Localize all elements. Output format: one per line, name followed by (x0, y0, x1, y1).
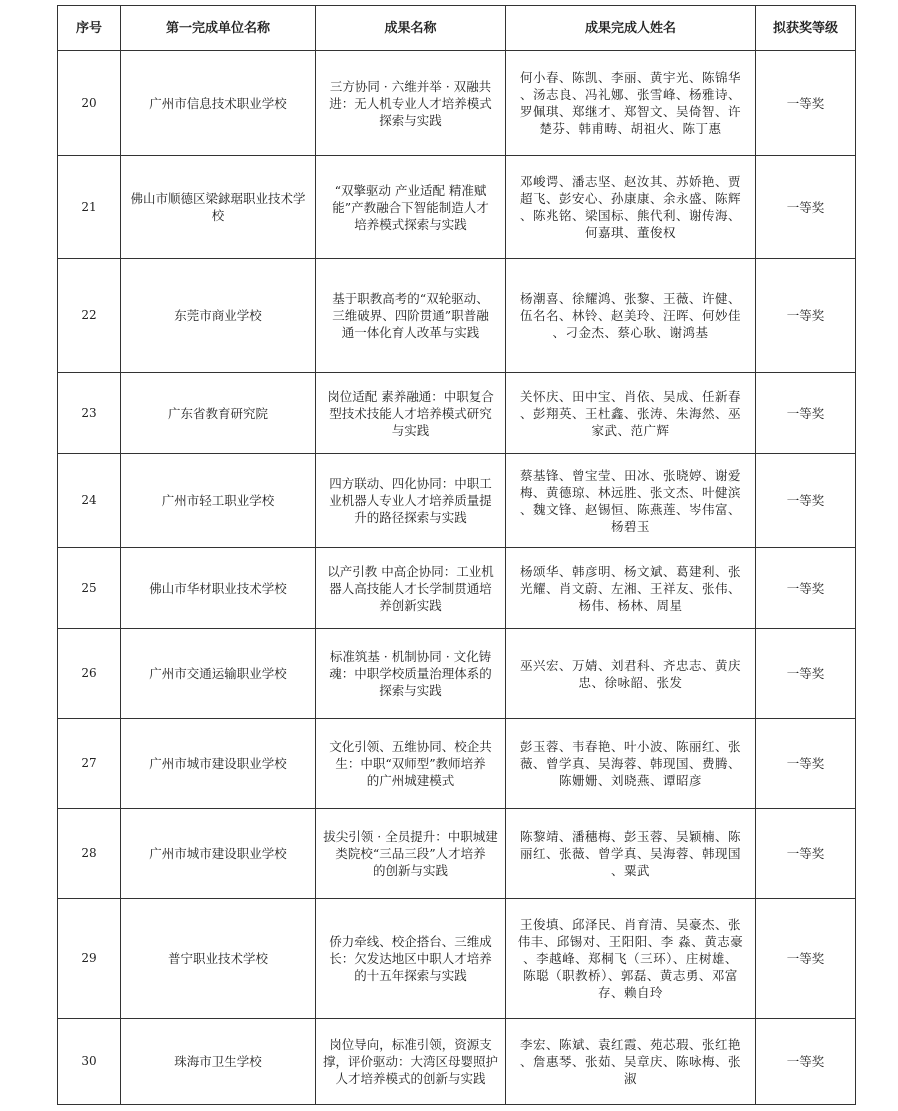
unit-cell: 东莞市商业学校 (121, 259, 316, 373)
unit-cell: 广州市城市建设职业学校 (121, 809, 316, 899)
title-cell: 标准筑基 · 机制协同 · 文化铸 魂：中职学校质量治理体系的 探索与实践 (316, 629, 506, 719)
serial-cell: 21 (58, 156, 121, 259)
title-cell: 侨力牵线、校企搭台、三维成 长：欠发达地区中职人才培养 的十五年探索与实践 (316, 899, 506, 1019)
unit-cell: 广州市信息技术职业学校 (121, 51, 316, 156)
serial-cell: 28 (58, 809, 121, 899)
unit-cell: 广州市交通运输职业学校 (121, 629, 316, 719)
unit-cell: 佛山市华材职业技术学校 (121, 548, 316, 629)
table-row (58, 454, 856, 548)
award-cell: 一等奖 (756, 629, 856, 719)
serial-cell: 27 (58, 719, 121, 809)
unit-cell: 佛山市顺德区梁銶琚职业技术学 校 (121, 156, 316, 259)
people-cell: 蔡基锋、曾宝莹、田冰、张晓婷、谢爱 梅、黄德琼、林远胜、张文杰、叶健滨 、魏文锋、赵锡恒、陈燕莲、岑伟富、 杨碧玉 (506, 454, 756, 548)
serial-cell: 22 (58, 259, 121, 373)
title-cell: 四方联动、四化协同：中职工 业机器人专业人才培养质量提 升的路径探索与实践 (316, 454, 506, 548)
award-cell: 一等奖 (756, 259, 856, 373)
header-award: 拟获奖等级 (756, 6, 856, 51)
award-cell: 一等奖 (756, 373, 856, 454)
table-row (58, 1019, 856, 1105)
title-cell: 岗位导向，标准引领，资源支 撑，评价驱动：大湾区母婴照护 人才培养模式的创新与实践 (316, 1019, 506, 1105)
table-row (58, 719, 856, 809)
serial-cell: 23 (58, 373, 121, 454)
award-cell: 一等奖 (756, 454, 856, 548)
title-cell: 三方协同 · 六维并举 · 双融共 进：无人机专业人才培养模式 探索与实践 (316, 51, 506, 156)
table-row (58, 629, 856, 719)
serial-cell: 20 (58, 51, 121, 156)
award-cell: 一等奖 (756, 548, 856, 629)
people-cell: 杨潮喜、徐耀鸿、张黎、王薇、许健、 伍名名、林铃、赵美玲、汪晖、何妙佳 、刁金杰、蔡心耿、谢鸿基 (506, 259, 756, 373)
header-people: 成果完成人姓名 (506, 6, 756, 51)
unit-cell: 珠海市卫生学校 (121, 1019, 316, 1105)
award-cell: 一等奖 (756, 719, 856, 809)
awards-table (57, 5, 856, 1105)
serial-cell: 24 (58, 454, 121, 548)
table-row (58, 156, 856, 259)
unit-cell: 广州市轻工职业学校 (121, 454, 316, 548)
title-cell: 岗位适配 素养融通：中职复合 型技术技能人才培养模式研究 与实践 (316, 373, 506, 454)
title-cell: 基于职教高考的“双轮驱动、 三维破界、四阶贯通”职普融 通一体化育人改革与实践 (316, 259, 506, 373)
award-cell: 一等奖 (756, 1019, 856, 1105)
people-cell: 巫兴宏、万婧、刘君科、齐忠志、黄庆 忠、徐咏韶、张发 (506, 629, 756, 719)
award-cell: 一等奖 (756, 51, 856, 156)
title-cell: 拔尖引领 · 全员提升：中职城建 类院校“三品三段”人才培养 的创新与实践 (316, 809, 506, 899)
table-row (58, 51, 856, 156)
unit-cell: 广东省教育研究院 (121, 373, 316, 454)
serial-cell: 30 (58, 1019, 121, 1105)
title-cell: 文化引领、五维协同、校企共 生：中职“双师型”教师培养 的广州城建模式 (316, 719, 506, 809)
people-cell: 李宏、陈斌、袁红霞、苑芯瑕、张红艳 、詹惠琴、张茹、吴章庆、陈咏梅、张 淑 (506, 1019, 756, 1105)
people-cell: 何小春、陈凯、李丽、黄宇光、陈锦华 、汤志良、冯礼娜、张雪峰、杨雅诗、 罗佩琪、郑继才、郑智文、吴倚智、许 楚芬、韩甫畴、胡祖火、陈丁惠 (506, 51, 756, 156)
header-title: 成果名称 (316, 6, 506, 51)
people-cell: 邓峻谔、潘志坚、赵汝其、苏娇艳、贾 超飞、彭安心、孙康康、余永盛、陈辉 、陈兆铭、梁国标、熊代利、谢传海、 何嘉琪、董俊权 (506, 156, 756, 259)
people-cell: 王俊填、邱泽民、肖育清、吴豪杰、张 伟丰、邱锡对、王阳阳、李 淼、黄志豪 、李越峰、郑桐飞（三环）、庄树雄、 陈聪（职教桥）、郭磊、黄志勇、邓富 存、赖自玲 (506, 899, 756, 1019)
table-row (58, 259, 856, 373)
table-row (58, 809, 856, 899)
serial-cell: 25 (58, 548, 121, 629)
serial-cell: 26 (58, 629, 121, 719)
people-cell: 杨颂华、韩彦明、杨文斌、葛建利、张 光耀、肖文蔚、左湘、王祥友、张伟、 杨伟、杨林、周星 (506, 548, 756, 629)
table-row (58, 899, 856, 1019)
award-cell: 一等奖 (756, 809, 856, 899)
award-cell: 一等奖 (756, 156, 856, 259)
title-cell: 以产引教 中高企协同：工业机 器人高技能人才长学制贯通培 养创新实践 (316, 548, 506, 629)
unit-cell: 广州市城市建设职业学校 (121, 719, 316, 809)
title-cell: “双擎驱动 产业适配 精准赋 能”产教融合下智能制造人才 培养模式探索与实践 (316, 156, 506, 259)
header-unit: 第一完成单位名称 (121, 6, 316, 51)
award-cell: 一等奖 (756, 899, 856, 1019)
table-header-row (58, 6, 856, 51)
people-cell: 关怀庆、田中宝、肖依、吴成、任新春 、彭翔英、王杜鑫、张涛、朱海然、巫 家武、范广辉 (506, 373, 756, 454)
table-row (58, 373, 856, 454)
people-cell: 彭玉蓉、韦春艳、叶小波、陈丽红、张 薇、曾学真、吴海蓉、韩现国、费腾、 陈姗姗、刘晓燕、谭昭彦 (506, 719, 756, 809)
people-cell: 陈黎靖、潘穗梅、彭玉蓉、吴颖楠、陈 丽红、张薇、曾学真、吴海蓉、韩现国 、粟武 (506, 809, 756, 899)
table-row (58, 548, 856, 629)
unit-cell: 普宁职业技术学校 (121, 899, 316, 1019)
serial-cell: 29 (58, 899, 121, 1019)
header-serial: 序号 (58, 6, 121, 51)
